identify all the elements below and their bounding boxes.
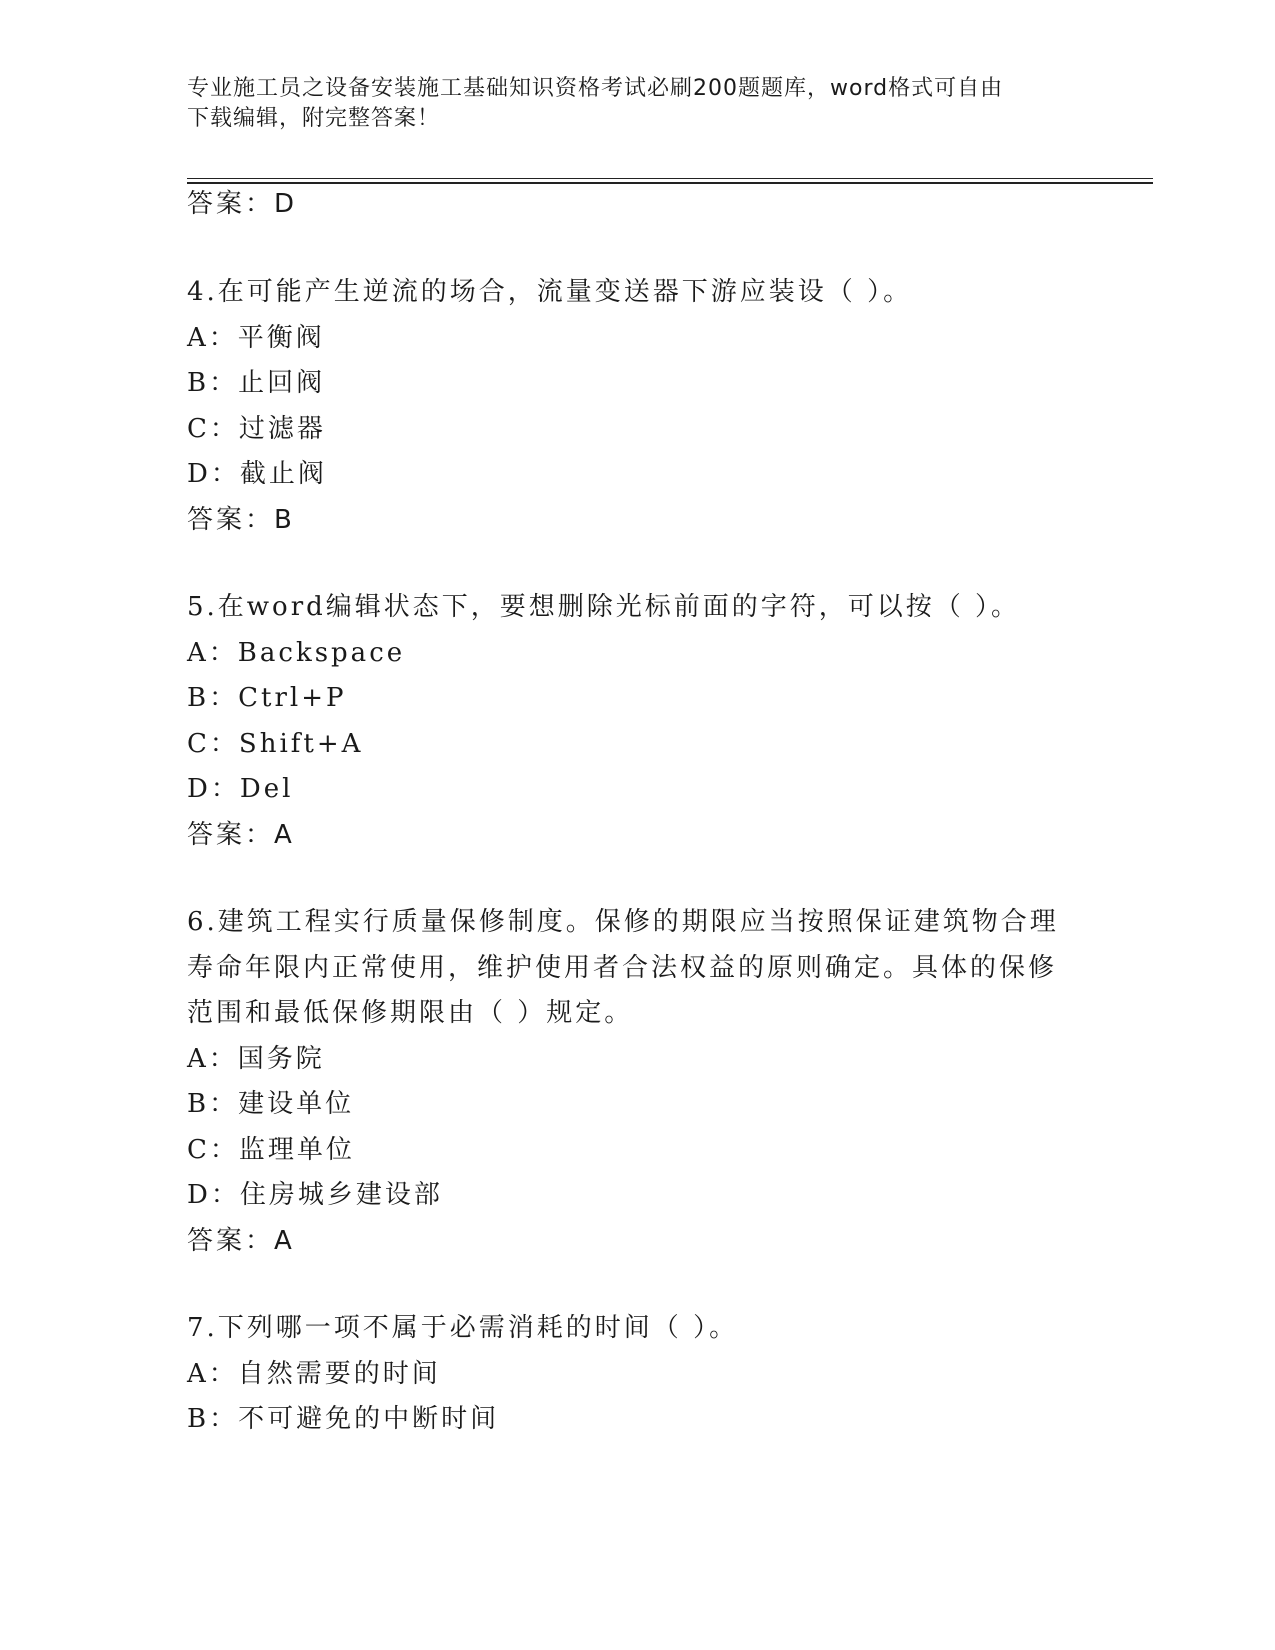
option-d: D：住房城乡建设部	[187, 1180, 443, 1210]
option-b: B：不可避免的中断时间	[187, 1404, 500, 1434]
option-b: B：止回阀	[187, 368, 326, 398]
option-a: A：平衡阀	[187, 322, 325, 353]
question-stem-line-3: 范围和最低保修期限由（ ）规定。	[187, 998, 634, 1028]
option-d: D：截止阀	[187, 459, 327, 489]
answer-label: 答案：D	[187, 189, 298, 219]
question-stem-line-2: 寿命年限内正常使用，维护使用者合法权益的原则确定。具体的保修	[187, 952, 1058, 983]
header-line-2: 下载编辑，附完整答案！	[187, 106, 441, 131]
option-c: C：监理单位	[187, 1134, 355, 1165]
question-stem: 5.在word编辑状态下，要想删除光标前面的字符，可以按（ ）。	[187, 592, 1021, 622]
question-stem-line-1: 6.建筑工程实行质量保修制度。保修的期限应当按照保证建筑物合理	[187, 907, 1059, 937]
answer-label: 答案：B	[187, 504, 295, 535]
option-b: B：建设单位	[187, 1089, 355, 1119]
header-divider	[187, 178, 1153, 179]
question-block	[187, 1306, 1087, 1443]
option-b: B：Ctrl+P	[187, 683, 347, 713]
question-block	[187, 900, 1087, 1264]
answer-label: 答案：A	[187, 819, 295, 850]
option-c: C：过滤器	[187, 413, 326, 444]
option-a: A：国务院	[187, 1043, 325, 1074]
question-stem: 7.下列哪一项不属于必需消耗的时间（ ）。	[187, 1313, 739, 1343]
option-c: C：Shift+A	[187, 728, 364, 759]
header-line-1: 专业施工员之设备安装施工基础知识资格考试必刷200题题库，word格式可自由	[187, 76, 1004, 101]
question-block	[187, 585, 1087, 858]
question-block	[187, 270, 1087, 543]
option-a: A：Backspace	[187, 637, 406, 668]
previous-answer-block	[187, 182, 1087, 228]
question-stem: 4.在可能产生逆流的场合，流量变送器下游应装设（ ）。	[187, 277, 913, 307]
document-header	[187, 74, 1087, 134]
answer-label: 答案：A	[187, 1225, 295, 1256]
option-d: D：Del	[187, 774, 294, 804]
option-a: A：自然需要的时间	[187, 1358, 441, 1389]
